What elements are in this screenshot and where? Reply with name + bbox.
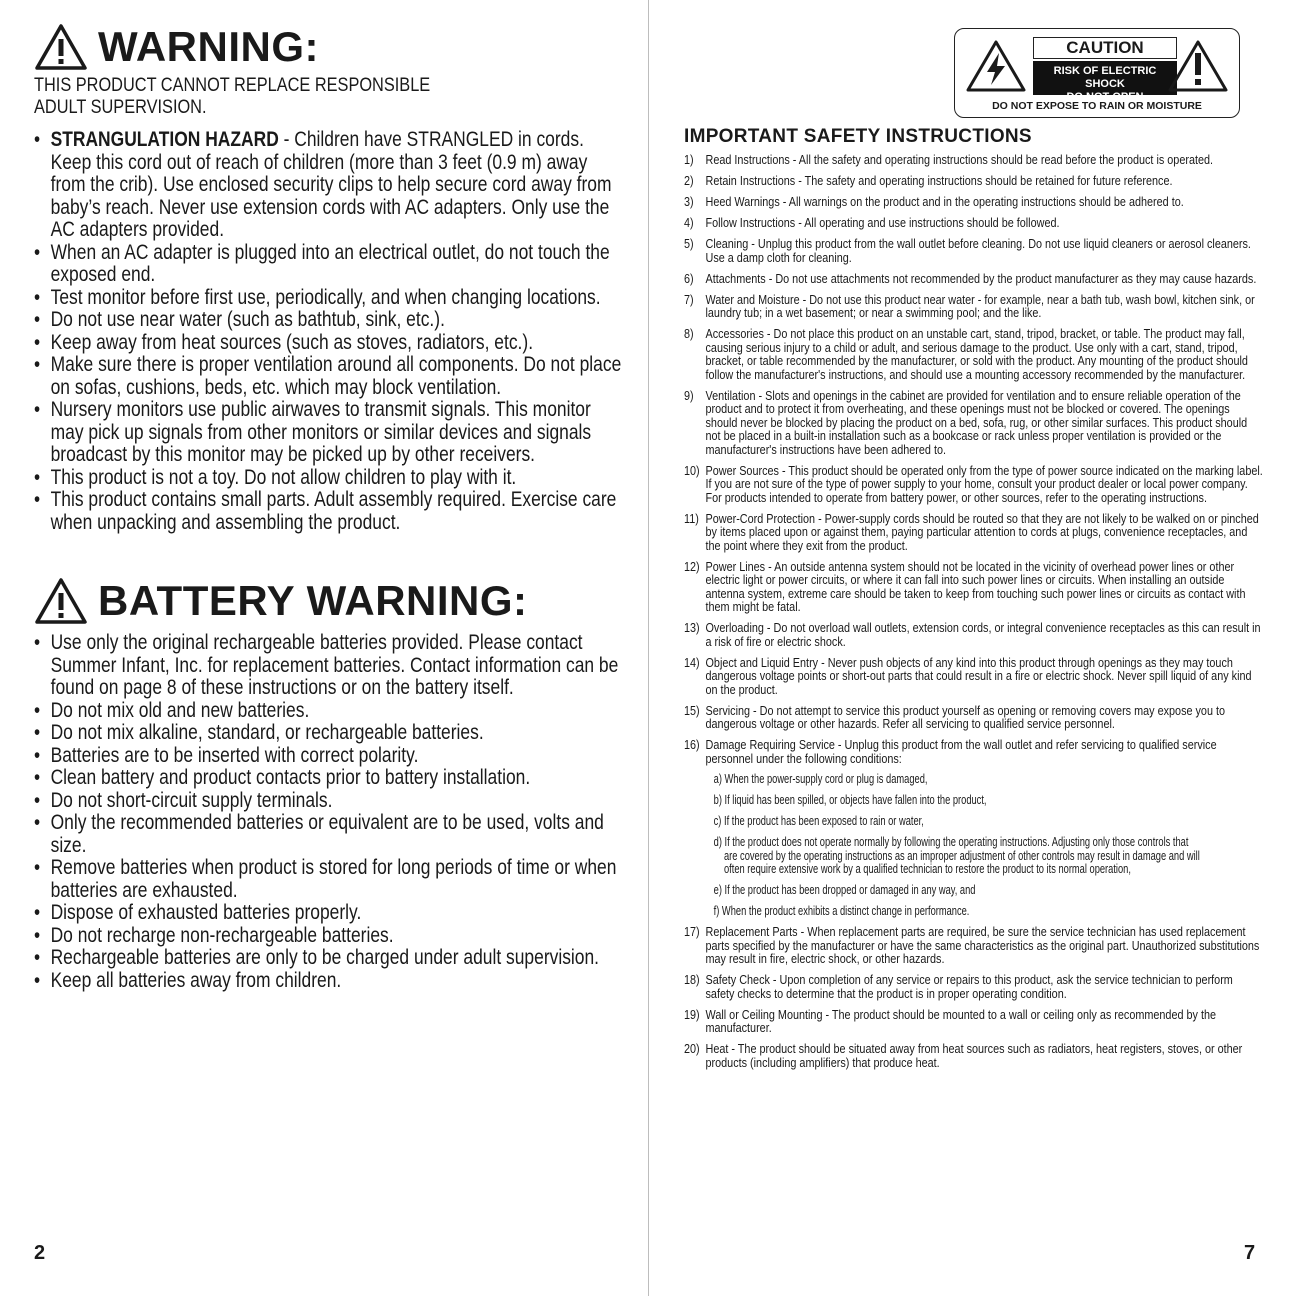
battery-warning-bullet: • Clean battery and product contacts prior to battery installation. [34,767,623,790]
instruction-number: 1) [684,153,694,167]
instruction-number: 10) [684,463,700,478]
battery-warning-title: BATTERY WARNING: [98,577,528,624]
warning-list [34,129,624,534]
instruction-subitem: d) If the product does not operate normally by following the operating instructions. Adjusting only those controls that are covered by the operating instructions as an improper adjustment of other controls may result in damage and will often require extensive work by a qualified technician to restore the product to its normal operation, [713,835,1200,876]
caution-title: CAUTION [1033,37,1177,59]
instruction-text: Replacement Parts - When replacement parts are required, be sure the service technician has used replacement parts specified by the manufacturer or have the same characteristics as the original part. Unauthorized substitutions may result in fire, electric shock, or other hazards. [705,925,1260,966]
instruction-item [684,974,1263,1001]
instruction-text: Cleaning - Unplug this product from the wall outlet before cleaning. Do not use liquid cleaners or aerosol cleaners. Use a damp cloth for cleaning. [705,237,1251,265]
warning-bullet: • STRANGULATION HAZARD - Children have STRANGLED in cords. Keep this cord out of reach of children (more than 3 feet (0.9 m) away from the crib). Use enclosed security clips to help secure cord away from baby’s reach. Never use extension cords with AC adapters. Only use the AC adapters provided. [34,129,623,242]
instruction-subitem: c) If the product has been exposed to rain or water, [713,814,924,828]
instruction-number: 20) [684,1042,700,1056]
warning-bullet: • This product is not a toy. Do not allow children to play with it. [34,467,623,490]
instruction-text: Accessories - Do not place this product on an unstable cart, stand, tripod, bracket, or table. The product may fall, causing serious injury to a child or adult, and serious damage to the product. Use only with a cart, stand, tripod, bracket, or table recommended by the manufacturer, or sold with the product. Any mounting of the product should follow the manufacturer's instructions, and should use a mounting accessory recommended by the manufacturer. [705,327,1248,382]
instruction-text: Water and Moisture - Do not use this product near water - for example, near a bath tub, wash bowl, kitchen sink, or laundry tub; in a wet basement; or near a swimming pool; and the like. [705,292,1255,320]
battery-warning-heading [34,572,624,630]
instruction-number: 2) [684,174,694,188]
right-page [684,126,1264,1078]
instruction-text: Ventilation - Slots and openings in the cabinet are provided for ventilation and to ensure reliable operation of the product and to protect it from overheating, and these openings must not be blocked or covered. The openings should never be blocked by placing the product on a bed, sofa, rug, or other similar surfaces. This product should not be placed in a built-in installation such as a bookcase or rack unless proper ventilation is provided or the manufacturer's instructions have been adhered to. [705,388,1248,457]
warning-title: WARNING: [98,23,319,70]
battery-warning-bullet: • Batteries are to be inserted with correct polarity. [34,745,623,768]
safety-instructions-list [684,154,1264,1070]
instruction-text: Power Sources - This product should be operated only from the type of power source indicated on the marking label. If you are not sure of the type of power supply to your home, consult your product dealer or local power company. For products intended to operate from battery power, or other sources, refer to the operating instructions. [705,463,1263,505]
instruction-number: 13) [684,621,700,635]
instruction-item [684,390,1263,458]
warning-bullet: • Do not use near water (such as bathtub, sink, etc.). [34,309,623,332]
battery-warning-bullet: • Do not short-circuit supply terminals. [34,790,623,813]
instruction-text: Overloading - Do not overload wall outlets, extension cords, or integral convenience receptacles as this can result in a risk of fire or electric shock. [705,621,1261,649]
warning-bullet: • When an AC adapter is plugged into an electrical outlet, do not touch the exposed end. [34,242,623,287]
instruction-item [684,1009,1263,1036]
exclamation-triangle-icon [1167,39,1229,93]
instruction-item [684,739,1263,919]
instruction-subitem: b) If liquid has been spilled, or objects have fallen into the product, [713,793,987,807]
instruction-text: Follow Instructions - All operating and use instructions should be followed. [705,216,1060,230]
instruction-item [684,465,1263,506]
instruction-text: Attachments - Do not use attachments not recommended by the product manufacturer as they may cause hazards. [705,271,1257,286]
instruction-number: 5) [684,237,694,251]
page-number-left: 2 [34,1242,46,1264]
warning-bullet: • This product contains small parts. Adult assembly required. Exercise care when unpacking and assembling the product. [34,489,623,534]
safety-instructions-heading: IMPORTANT SAFETY INSTRUCTIONS [684,126,1032,147]
battery-warning-bullet: • Do not recharge non-rechargeable batteries. [34,925,623,948]
left-page [34,18,624,992]
instruction-text: Object and Liquid Entry - Never push objects of any kind into this product through openings as they may touch dangerous voltage points or short-out parts that could result in a fire or electric shock. Never spill liquid of any kind on the product. [705,655,1252,697]
battery-warning-bullet: • Use only the original rechargeable batteries provided. Please contact Summer Infant, Inc. for replacement batteries. Contact information can be found on page 8 of these instructions or on the battery itself. [34,632,623,700]
instruction-number: 18) [684,973,700,987]
warning-bullet: • Make sure there is proper ventilation around all components. Do not place on sofas, cushions, beds, etc. which may block ventilation. [34,354,623,399]
battery-warning-bullet: • Do not mix alkaline, standard, or rechargeable batteries. [34,722,623,745]
caution-label [954,28,1240,118]
instruction-subitem: f) When the product exhibits a distinct change in performance. [713,904,970,918]
warning-triangle-icon [34,23,88,71]
instruction-text: Heed Warnings - All warnings on the product and in the operating instructions should be adhered to. [705,195,1184,209]
instruction-item [684,657,1263,698]
lightning-bolt-triangle-icon [965,39,1027,93]
instruction-item [684,238,1263,265]
battery-warning-bullet: • Only the recommended batteries or equivalent are to be used, volts and size. [34,812,623,857]
battery-warning-bullet: • Do not mix old and new batteries. [34,700,623,723]
instruction-number: 12) [684,559,700,574]
instruction-subitem: a) When the power-supply cord or plug is damaged, [713,772,928,786]
instruction-item [684,926,1263,967]
instruction-subitems [706,773,1263,919]
warning-heading [34,18,624,76]
instruction-text: Servicing - Do not attempt to service this product yourself as opening or removing covers may expose you to dangerous voltage or other hazards. Refer all servicing to qualified service personnel. [705,703,1226,731]
instruction-text: Safety Check - Upon completion of any service or repairs to this product, ask the service technician to perform safety checks to determine that the product is in proper operating condition. [705,973,1233,1001]
battery-warning-bullet: • Rechargeable batteries are only to be charged under adult supervision. [34,947,623,970]
battery-warning-bullet: • Remove batteries when product is stored for long periods of time or when batteries are exhausted. [34,857,623,902]
instruction-item [684,561,1263,615]
battery-warning-bullet: • Dispose of exhausted batteries properly. [34,902,623,925]
instruction-number: 14) [684,655,700,670]
warning-triangle-icon [34,577,88,625]
instruction-item [684,513,1263,554]
warning-bullet: • Keep away from heat sources (such as stoves, radiators, etc.). [34,332,623,355]
instruction-text: Power-Cord Protection - Power-supply cords should be routed so that they are not likely to be walked on or pinched by items placed upon or against them, paying particular attention to cords at plugs, convenience receptacles, and the point where they exit from the product. [705,511,1259,553]
instruction-text: Damage Requiring Service - Unplug this product from the wall outlet and refer servicing to qualified service personnel under the following conditions: [705,738,1217,766]
instruction-item [684,175,1263,189]
instruction-number: 8) [684,327,694,341]
warning-bullet: • Test monitor before first use, periodically, and when changing locations. [34,287,623,310]
instruction-text: Heat - The product should be situated away from heat sources such as radiators, heat registers, stoves, or other products (including amplifiers) that produce heat. [705,1042,1243,1070]
warning-subtitle: THIS PRODUCT CANNOT REPLACE RESPONSIBLE ADULT SUPERVISION. [34,75,431,118]
instruction-item [684,217,1263,231]
instruction-number: 9) [684,388,694,403]
instruction-number: 15) [684,703,700,718]
instruction-item [684,328,1263,382]
instruction-item [684,273,1263,287]
instruction-number: 3) [684,195,694,209]
instruction-number: 11) [684,511,699,526]
instruction-item [684,196,1263,210]
instruction-text: Wall or Ceiling Mounting - The product should be mounted to a wall or ceiling only as recommended by the manufacturer. [705,1007,1217,1035]
instruction-item [684,154,1263,168]
instruction-number: 6) [684,271,694,286]
instruction-subitem: e) If the product has been dropped or damaged in any way, and [713,883,976,897]
instruction-number: 17) [684,925,700,939]
instruction-item [684,1043,1263,1070]
warning-bullet: • Nursery monitors use public airwaves to transmit signals. This monitor may pick up signals from other monitors or similar devices and signals broadcast by this monitor may be picked up by other receivers. [34,399,623,467]
instruction-text: Retain Instructions - The safety and operating instructions should be retained for future reference. [705,174,1173,188]
page-number-right: 7 [1244,1242,1256,1264]
instruction-item [684,294,1263,321]
caution-shock-text: RISK OF ELECTRIC SHOCK DO NOT OPEN [1033,61,1177,95]
instruction-number: 4) [684,216,694,230]
instruction-item [684,705,1263,732]
battery-warning-bullet: • Keep all batteries away from children. [34,970,623,993]
instruction-text: Power Lines - An outside antenna system should not be located in the vicinity of overhead power lines or other electric light or power circuits, or where it can fall into such power lines or circuits. When installing an outside antenna system, extreme care should be taken to keep from touching such power lines or circuits as contact with them might be fatal. [705,559,1246,614]
instruction-item [684,622,1263,649]
instruction-text: Read Instructions - All the safety and operating instructions should be read before the product is operated. [705,153,1214,167]
caution-footer: DO NOT EXPOSE TO RAIN OR MOISTURE [992,100,1202,112]
battery-warning-list [34,632,624,992]
instruction-number: 16) [684,738,700,752]
instruction-number: 19) [684,1007,700,1022]
instruction-number: 7) [684,292,694,307]
page-divider [648,0,649,1296]
